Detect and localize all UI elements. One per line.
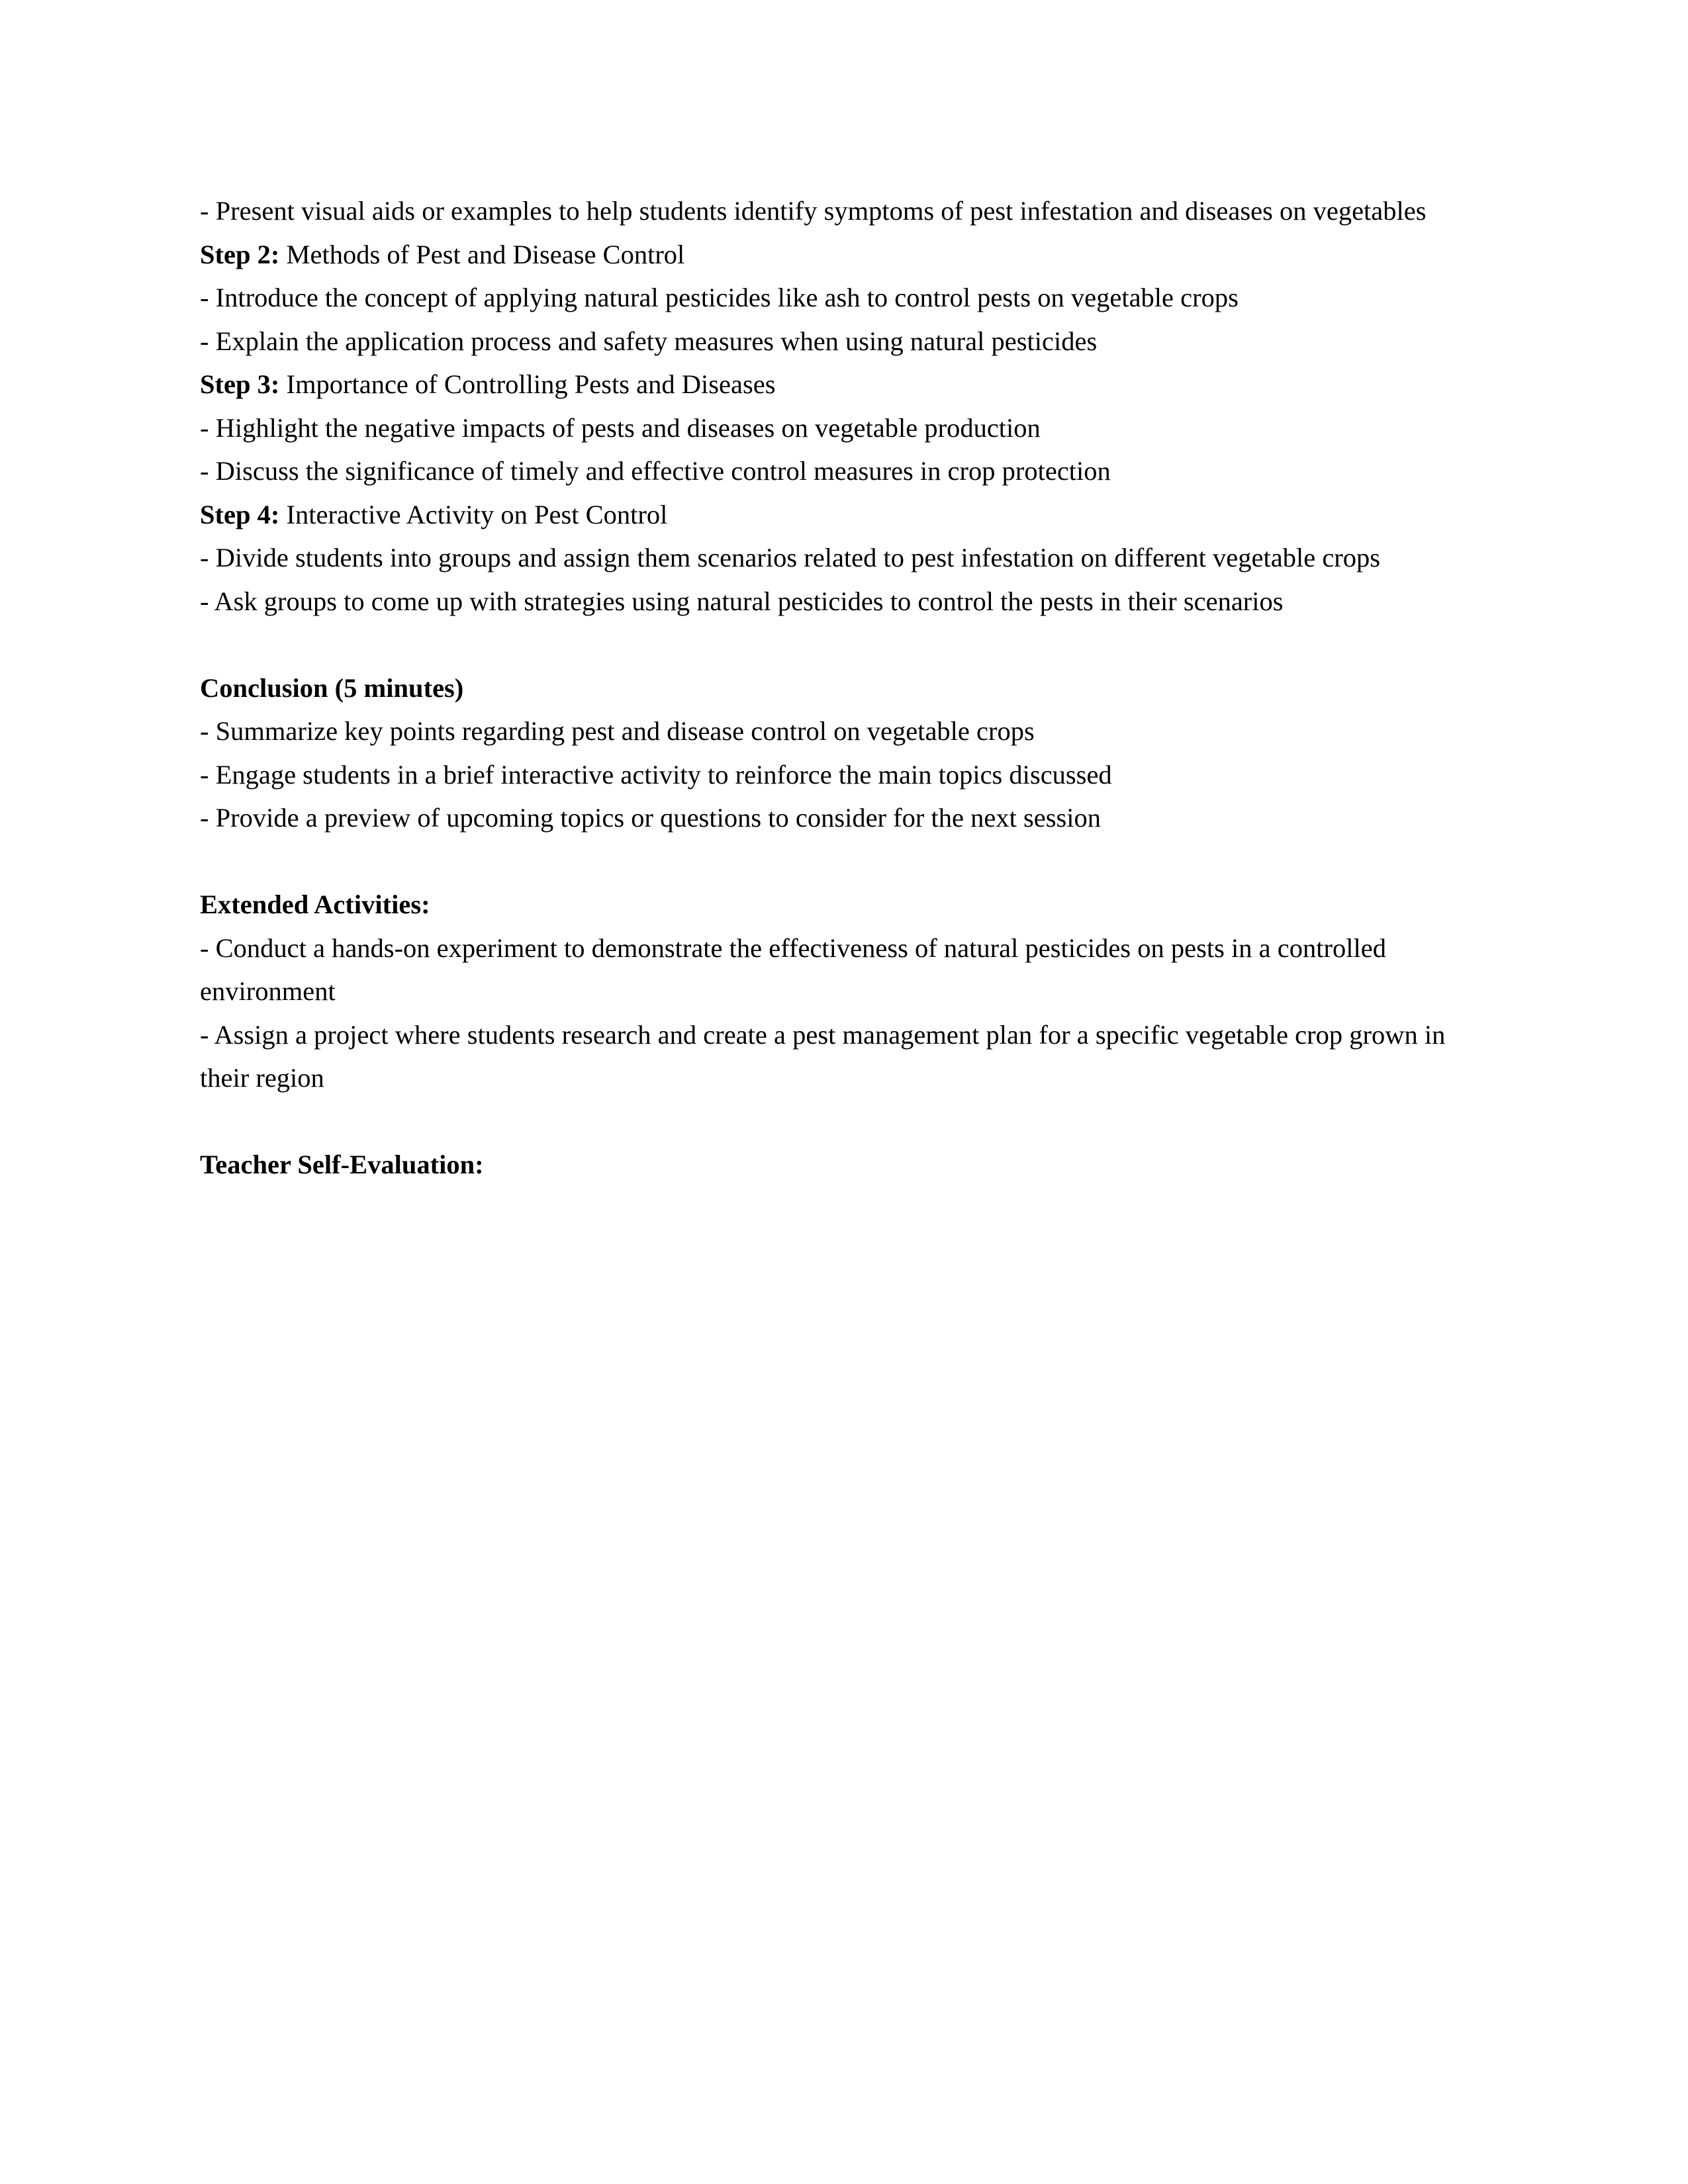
step-3-heading-line bbox=[200, 363, 1484, 406]
step-2-label: Step 2: bbox=[200, 239, 280, 269]
blank-line-spacer bbox=[200, 840, 1484, 884]
bullet-text: - Highlight the negative impacts of pests and diseases on vegetable production bbox=[200, 412, 1041, 443]
bullet-text: - Present visual aids or examples to help students identify symptoms of pest infestation and diseases on vegetables bbox=[200, 196, 1427, 226]
bullet-text: - Ask groups to come up with strategies using natural pesticides to control the pests in their scenarios bbox=[200, 586, 1284, 616]
teacher-self-evaluation-heading bbox=[200, 1143, 1484, 1187]
blank-line-spacer bbox=[200, 623, 1484, 666]
bullet-conduct-experiment bbox=[200, 927, 1484, 1013]
step-4-heading-line bbox=[200, 493, 1484, 537]
step-2-title: Methods of Pest and Disease Control bbox=[279, 239, 685, 269]
bullet-text: - Engage students in a brief interactive activity to reinforce the main topics discussed bbox=[200, 759, 1112, 790]
extended-activities-heading bbox=[200, 883, 1484, 927]
bullet-text: - Introduce the concept of applying natural pesticides like ash to control pests on vegetable crops bbox=[200, 283, 1239, 312]
blank-line-spacer bbox=[200, 1100, 1484, 1144]
bullet-text: - Divide students into groups and assign them scenarios related to pest infestation on different vegetable crops bbox=[200, 543, 1381, 572]
step-3-title: Importance of Controlling Pests and Diseases bbox=[279, 369, 776, 399]
step-4-label: Step 4: bbox=[200, 499, 280, 529]
bullet-divide-students-groups bbox=[200, 536, 1484, 580]
bullet-text: - Provide a preview of upcoming topics or questions to consider for the next session bbox=[200, 803, 1101, 833]
bullet-discuss-significance bbox=[200, 449, 1484, 493]
step-2-heading-line bbox=[200, 233, 1484, 277]
heading-text: Teacher Self-Evaluation: bbox=[200, 1150, 484, 1179]
bullet-text: - Conduct a hands-on experiment to demonstrate the effectiveness of natural pesticides on pests in a controlled environment bbox=[200, 933, 1386, 1006]
bullet-ask-groups-strategies bbox=[200, 580, 1484, 623]
document-text-body bbox=[200, 189, 1484, 1187]
heading-text: Conclusion (5 minutes) bbox=[200, 672, 464, 703]
bullet-highlight-negative-impacts bbox=[200, 406, 1484, 450]
bullet-text: - Summarize key points regarding pest and disease control on vegetable crops bbox=[200, 716, 1035, 746]
bullet-provide-preview bbox=[200, 796, 1484, 840]
bullet-assign-project bbox=[200, 1013, 1484, 1100]
bullet-introduce-concept bbox=[200, 276, 1484, 320]
conclusion-heading bbox=[200, 666, 1484, 710]
step-3-label: Step 3: bbox=[200, 369, 280, 399]
bullet-present-visual-aids bbox=[200, 189, 1484, 233]
step-4-title: Interactive Activity on Pest Control bbox=[279, 499, 668, 529]
bullet-text: - Explain the application process and safety measures when using natural pesticides bbox=[200, 326, 1098, 356]
bullet-summarize-key-points bbox=[200, 709, 1484, 753]
bullet-explain-application bbox=[200, 320, 1484, 363]
bullet-text: - Assign a project where students research and create a pest management plan for a specific vegetable crop grown in their region bbox=[200, 1019, 1446, 1093]
heading-text: Extended Activities: bbox=[200, 889, 430, 919]
bullet-text: - Discuss the significance of timely and effective control measures in crop protection bbox=[200, 456, 1111, 486]
bullet-engage-students bbox=[200, 753, 1484, 797]
